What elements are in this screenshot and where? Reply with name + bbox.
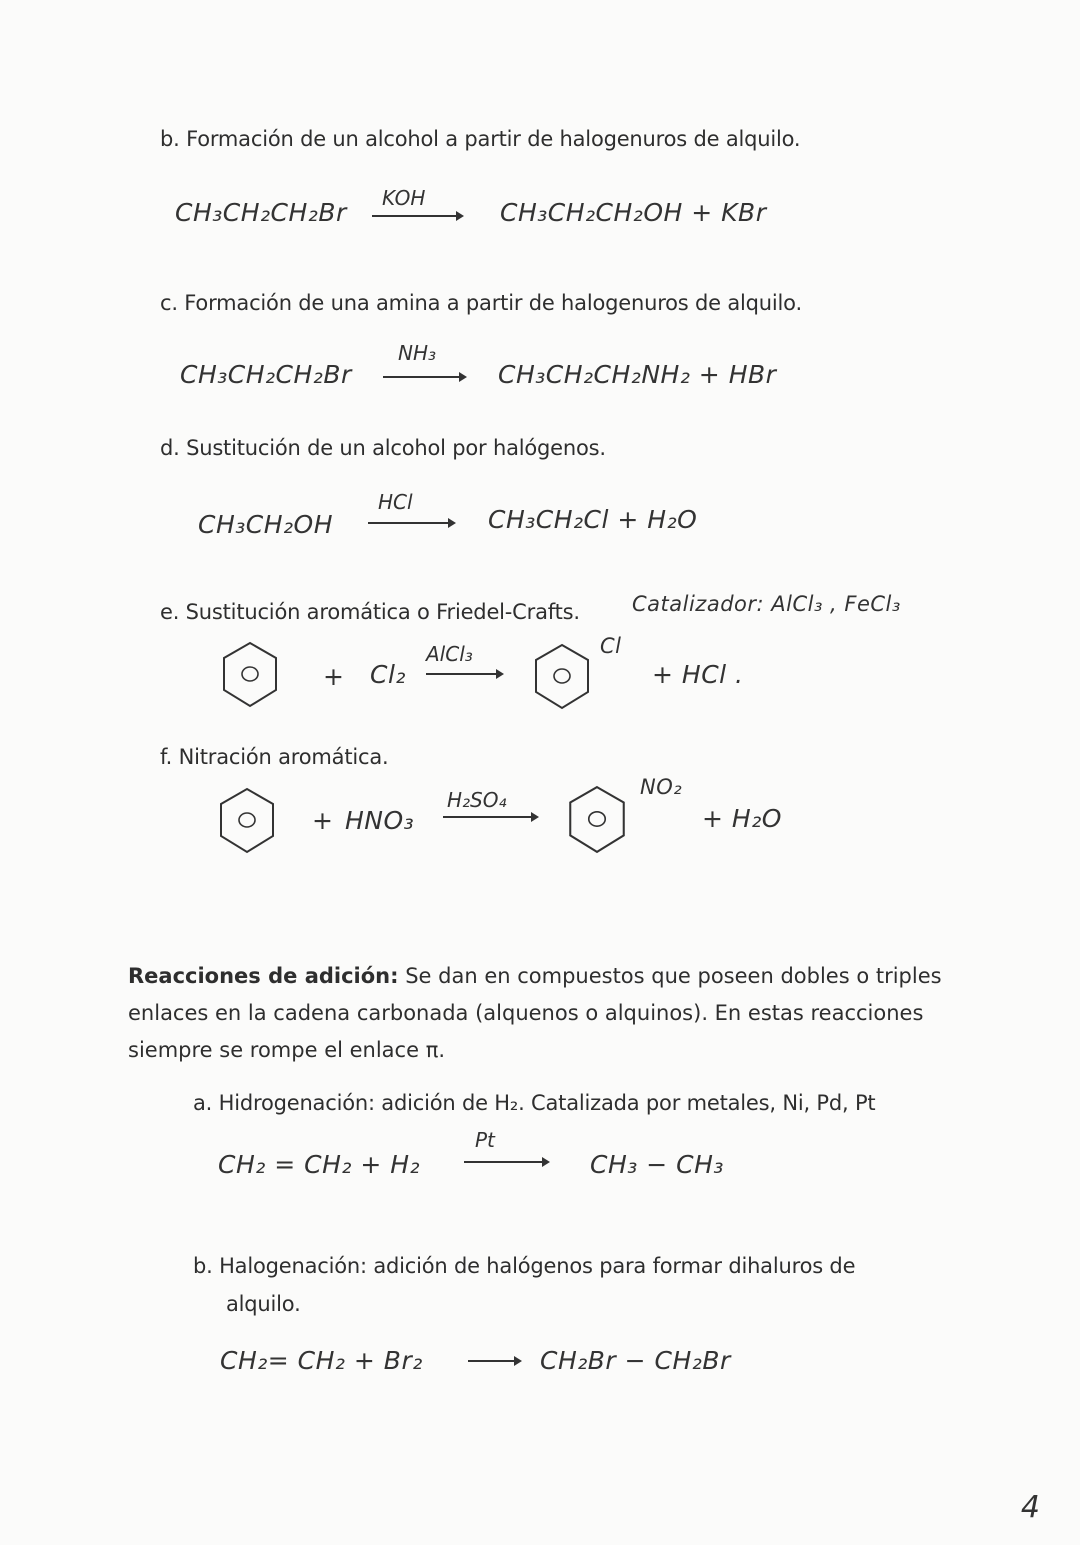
- eq-f-byproduct: + H₂O: [702, 804, 782, 833]
- eq-c-arrow: [383, 376, 465, 378]
- eq-b-reactant: CH₃CH₂CH₂Br: [175, 198, 347, 227]
- eq-f-plus: +: [312, 806, 334, 835]
- eq-c-reagent: NH₃: [398, 341, 437, 365]
- eq-e-plus: +: [323, 662, 345, 691]
- heading-b: b. Formación de un alcohol a partir de halogenuros de alquilo.: [160, 127, 801, 151]
- eq-f-reagent: H₂SO₄: [447, 788, 507, 812]
- addition-paragraph: [128, 958, 948, 1069]
- heading-add-b-line1: b. Halogenación: adición de halógenos para formar dihaluros de: [193, 1254, 856, 1278]
- eq-add-b-product: CH₂Br − CH₂Br: [540, 1346, 731, 1375]
- chlorobenzene-ring-icon: [532, 642, 592, 712]
- heading-add-a: a. Hidrogenación: adición de H₂. Catalizada por metales, Ni, Pd, Pt: [193, 1091, 876, 1115]
- eq-add-a-product: CH₃ − CH₃: [590, 1150, 724, 1179]
- eq-e-reagent: AlCl₃: [426, 642, 473, 666]
- addition-title: Reacciones de adición:: [128, 964, 399, 988]
- benzene-ring-icon: [216, 786, 278, 856]
- eq-e-arrow: [426, 673, 502, 675]
- eq-b-product: CH₃CH₂CH₂OH + KBr: [500, 198, 767, 227]
- eq-c-reactant: CH₃CH₂CH₂Br: [180, 360, 352, 389]
- eq-e-byproduct: + HCl .: [652, 660, 744, 689]
- eq-f-substituent: NO₂: [640, 775, 683, 799]
- eq-d-reactant: CH₃CH₂OH: [198, 510, 334, 539]
- eq-b-arrow: [372, 215, 462, 217]
- nitrobenzene-ring-icon: [566, 784, 628, 856]
- addition-text: Se dan en compuestos que poseen dobles o triples enlaces en la cadena carbonada (alquenos o alquinos). En estas reacciones siempre se rompe el enlace π.: [128, 964, 942, 1062]
- heading-e: e. Sustitución aromática o Friedel-Crafts.: [160, 600, 580, 624]
- page-number: 4: [1020, 1490, 1040, 1525]
- eq-f-reactant2: HNO₃: [345, 806, 415, 835]
- eq-e-catalyst-note: Catalizador: AlCl₃ , FeCl₃: [632, 592, 901, 616]
- eq-d-arrow: [368, 522, 454, 524]
- eq-d-product: CH₃CH₂Cl + H₂O: [488, 505, 698, 534]
- eq-add-b-reactant: CH₂= CH₂ + Br₂: [220, 1346, 423, 1375]
- eq-e-reactant2: Cl₂: [370, 660, 406, 689]
- eq-e-substituent: Cl: [600, 634, 622, 658]
- heading-f: f. Nitración aromática.: [160, 745, 389, 769]
- eq-c-product: CH₃CH₂CH₂NH₂ + HBr: [498, 360, 777, 389]
- benzene-ring-icon: [220, 640, 280, 710]
- eq-d-reagent: HCl: [378, 490, 413, 514]
- eq-add-a-arrow: [464, 1161, 548, 1163]
- heading-d: d. Sustitución de un alcohol por halógenos.: [160, 436, 606, 460]
- eq-add-a-reactant: CH₂ = CH₂ + H₂: [218, 1150, 421, 1179]
- heading-c: c. Formación de una amina a partir de halogenuros de alquilo.: [160, 291, 802, 315]
- eq-b-reagent: KOH: [382, 186, 426, 210]
- eq-f-arrow: [443, 816, 537, 818]
- heading-add-b-line2: alquilo.: [226, 1292, 301, 1316]
- eq-add-b-arrow: [468, 1360, 520, 1362]
- eq-add-a-reagent: Pt: [475, 1128, 495, 1152]
